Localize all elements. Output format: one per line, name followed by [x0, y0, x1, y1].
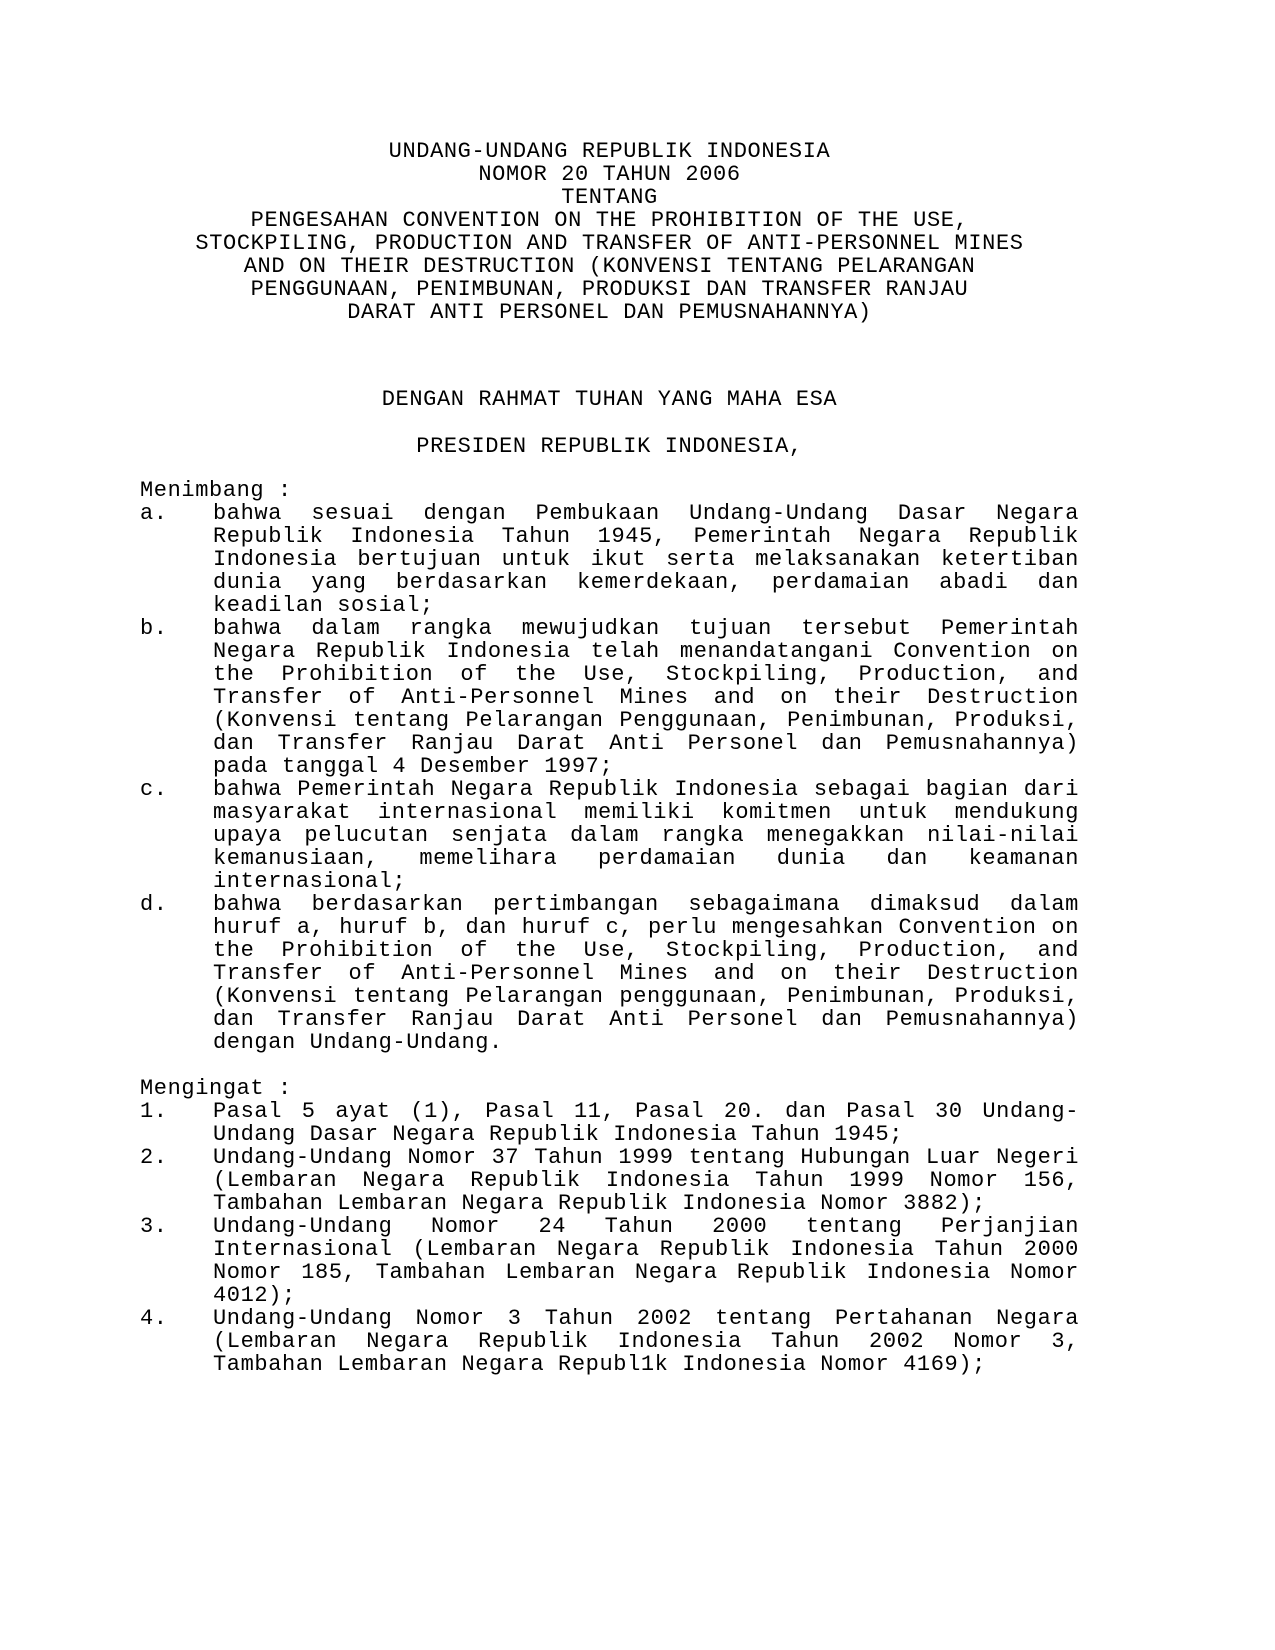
title-line-7: PENGGUNAAN, PENIMBUNAN, PRODUKSI DAN TRANSFER RANJAU	[250, 277, 969, 302]
list-item-b	[140, 617, 1079, 778]
item-label: 4.	[140, 1306, 168, 1331]
list-item-1	[140, 1100, 1079, 1146]
title-line-1: UNDANG-UNDANG REPUBLIK INDONESIA	[388, 139, 831, 164]
title-line-4: PENGESAHAN CONVENTION ON THE PROHIBITION OF THE USE,	[250, 208, 969, 233]
item-text: Undang-Undang Nomor 24 Tahun 2000 tentang Perjanjian Internasional (Lembaran Negara Republik Indonesia Tahun 2000 Nomor 185, Tambahan Lembaran Negara Republik Indonesia Nomor 4012);	[213, 1214, 1079, 1308]
mengingat-heading: Mengingat :	[140, 1076, 292, 1101]
title-line-2: NOMOR 20 TAHUN 2006	[478, 162, 741, 187]
item-label: b.	[140, 616, 168, 641]
item-text: bahwa Pemerintah Negara Republik Indonesia sebagai bagian dari masyarakat internasional memiliki komitmen untuk mendukung upaya pelucutan senjata dalam rangka menegakkan nilai-nilai kemanusiaan, memelihara perdamaian dunia dan keamanan internasional;	[213, 777, 1079, 894]
title-line-3: TENTANG	[561, 185, 658, 210]
menimbang-section	[140, 479, 1079, 1054]
list-item-2	[140, 1146, 1079, 1215]
item-text: bahwa sesuai dengan Pembukaan Undang-Undang Dasar Negara Republik Indonesia Tahun 1945, Pemerintah Negara Republik Indonesia bertujuan untuk ikut serta melaksanakan ketertiban dunia yang berdasarkan kemerdekaan, perdamaian abadi dan keadilan sosial;	[213, 501, 1079, 618]
list-item-c	[140, 778, 1079, 893]
title-line-5: STOCKPILING, PRODUCTION AND TRANSFER OF ANTI-PERSONNEL MINES	[195, 231, 1024, 256]
item-text: Undang-Undang Nomor 37 Tahun 1999 tentang Hubungan Luar Negeri (Lembaran Negara Republik Indonesia Tahun 1999 Nomor 156, Tambahan Lembaran Negara Republik Indonesia Nomor 3882);	[213, 1145, 1079, 1216]
list-item-d	[140, 893, 1079, 1054]
item-text: Pasal 5 ayat (1), Pasal 11, Pasal 20. dan Pasal 30 Undang-Undang Dasar Negara Republik Indonesia Tahun 1945;	[213, 1099, 1079, 1147]
list-item-3	[140, 1215, 1079, 1307]
item-label: 2.	[140, 1145, 168, 1170]
title-line-8: DARAT ANTI PERSONEL DAN PEMUSNAHANNYA)	[347, 300, 872, 325]
item-label: a.	[140, 501, 168, 526]
item-label: 3.	[140, 1214, 168, 1239]
item-label: d.	[140, 892, 168, 917]
item-label: c.	[140, 777, 168, 802]
item-text: bahwa berdasarkan pertimbangan sebagaimana dimaksud dalam huruf a, huruf b, dan huruf c, perlu mengesahkan Convention on the Prohibition of the Use, Stockpiling, Production, and Transfer of Anti-Personnel Mines and on their Destruction (Konvensi tentang Pelarangan penggunaan, Penimbunan, Produksi, dan Transfer Ranjau Darat Anti Personel dan Pemusnahannya) dengan Undang-Undang.	[213, 892, 1079, 1055]
list-item-a	[140, 502, 1079, 617]
list-item-4	[140, 1307, 1079, 1376]
item-label: 1.	[140, 1099, 168, 1124]
menimbang-heading: Menimbang :	[140, 478, 292, 503]
item-text: Undang-Undang Nomor 3 Tahun 2002 tentang Pertahanan Negara (Lembaran Negara Republik Indonesia Tahun 2002 Nomor 3, Tambahan Lembaran Negara Republ1k Indonesia Nomor 4169);	[213, 1306, 1079, 1377]
title-line-6: AND ON THEIR DESTRUCTION (KONVENSI TENTANG PELARANGAN	[243, 254, 976, 279]
invocation-line: DENGAN RAHMAT TUHAN YANG MAHA ESA	[381, 387, 838, 412]
document-title	[140, 140, 1079, 324]
authority-line: PRESIDEN REPUBLIK INDONESIA,	[416, 434, 803, 459]
item-text: bahwa dalam rangka mewujudkan tujuan tersebut Pemerintah Negara Republik Indonesia telah menandatangani Convention on the Prohibition of the Use, Stockpiling, Production, and Transfer of Anti-Personnel Mines and on their Destruction (Konvensi tentang Pelarangan Penggunaan, Penimbunan, Produksi, dan Transfer Ranjau Darat Anti Personel dan Pemusnahannya) pada tanggal 4 Desember 1997;	[213, 616, 1079, 779]
mengingat-section	[140, 1077, 1079, 1376]
